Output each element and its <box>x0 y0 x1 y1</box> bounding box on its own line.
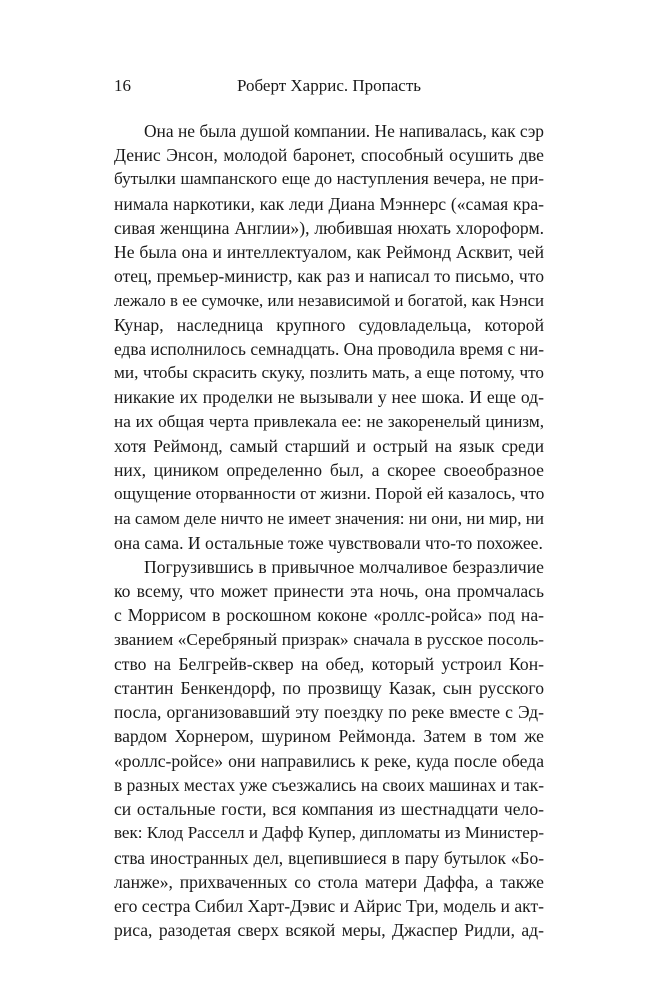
text-line: век: Клод Расселл и Дафф Купер, дипломаты из Министер- <box>114 823 544 843</box>
text-line: хотя Реймонд, самый старший и острый на язык среди <box>114 435 544 456</box>
text-line: на их общая черта привлекала ее: не закоренелый цинизм, <box>114 411 544 431</box>
text-line: званием «Серебряный призрак» сначала в русское посоль- <box>114 629 544 649</box>
text-line: «роллс-ройсе» они направились к реке, куда после обеда <box>114 750 544 771</box>
text-line: нимала наркотики, как леди Диана Мэннерс («самая кра- <box>114 193 544 214</box>
body-text <box>114 119 544 942</box>
text-line: его сестра Сибил Харт-Дэвис и Айрис Три, модель и акт- <box>114 896 544 916</box>
text-line: ко всему, что может принести эта ночь, она промчалась <box>114 581 544 602</box>
text-line: бутылки шампанского еще до наступления вечера, не при- <box>114 169 544 189</box>
text-line: вардом Хорнером, шурином Реймонда. Затем в том же <box>114 726 544 747</box>
text-line: на самом деле ничто не имеет значения: ни они, ни мир, ни <box>114 508 544 528</box>
text-line: риса, разодетая сверх всякой меры, Джаспер Ридли, ад- <box>114 920 544 941</box>
text-line: ланже», прихваченных со стола матери Даффа, а также <box>114 871 544 892</box>
text-line: едва исполнилось семнадцать. Она проводила время с ни- <box>114 338 544 359</box>
text-line: Денис Энсон, молодой баронет, способный осушить две <box>114 145 544 166</box>
text-line: посла, организовавший эту поездку по реке вместе с Эд- <box>114 702 544 723</box>
running-head <box>114 76 544 100</box>
text-line: ми, чтобы скрасить скуку, позлить мать, а еще потому, что <box>114 363 544 383</box>
text-line: никакие их проделки не вызывали у нее шока. И еще од- <box>114 387 544 408</box>
text-line: ство на Белгрейв-сквер на обед, который устроил Кон- <box>114 653 544 674</box>
text-line: отец, премьер-министр, как раз и написал то письмо, что <box>114 266 544 287</box>
page-number: 16 <box>114 76 131 95</box>
text-line: она сама. И остальные тоже чувствовали что-то похожее. <box>114 532 543 553</box>
text-line: Кунар, наследница крупного судовладельца, которой <box>114 314 544 335</box>
text-line: Погрузившись в привычное молчаливое безразличие <box>144 556 544 577</box>
text-line: них, циником определенно был, а скорее своеобразное <box>114 460 544 481</box>
running-title: Роберт Харрис. Пропасть <box>236 76 422 95</box>
text-line: си остальные гости, вся компания из шестнадцати чело- <box>114 799 544 820</box>
text-line: стантин Бенкендорф, по прозвищу Казак, сын русского <box>114 678 544 699</box>
text-line: с Моррисом в роскошном коконе «роллс-ройса» под на- <box>114 605 544 626</box>
text-line: ства иностранных дел, вцепившиеся в пару бутылок «Бо- <box>114 847 544 868</box>
text-line: ощущение оторванности от жизни. Порой ей казалось, что <box>114 484 545 504</box>
text-line: Она не была душой компании. Не напивалась, как сэр <box>144 121 544 141</box>
text-line: лежало в ее сумочке, или независимой и богатой, как Нэнси <box>114 290 544 310</box>
text-line: в разных местах уже съезжались на своих машинах и так- <box>114 774 544 795</box>
text-line: Не была она и интеллектуалом, как Реймонд Асквит, чей <box>114 242 544 263</box>
text-line: сивая женщина Англии»), любившая нюхать хлороформ. <box>114 217 544 238</box>
